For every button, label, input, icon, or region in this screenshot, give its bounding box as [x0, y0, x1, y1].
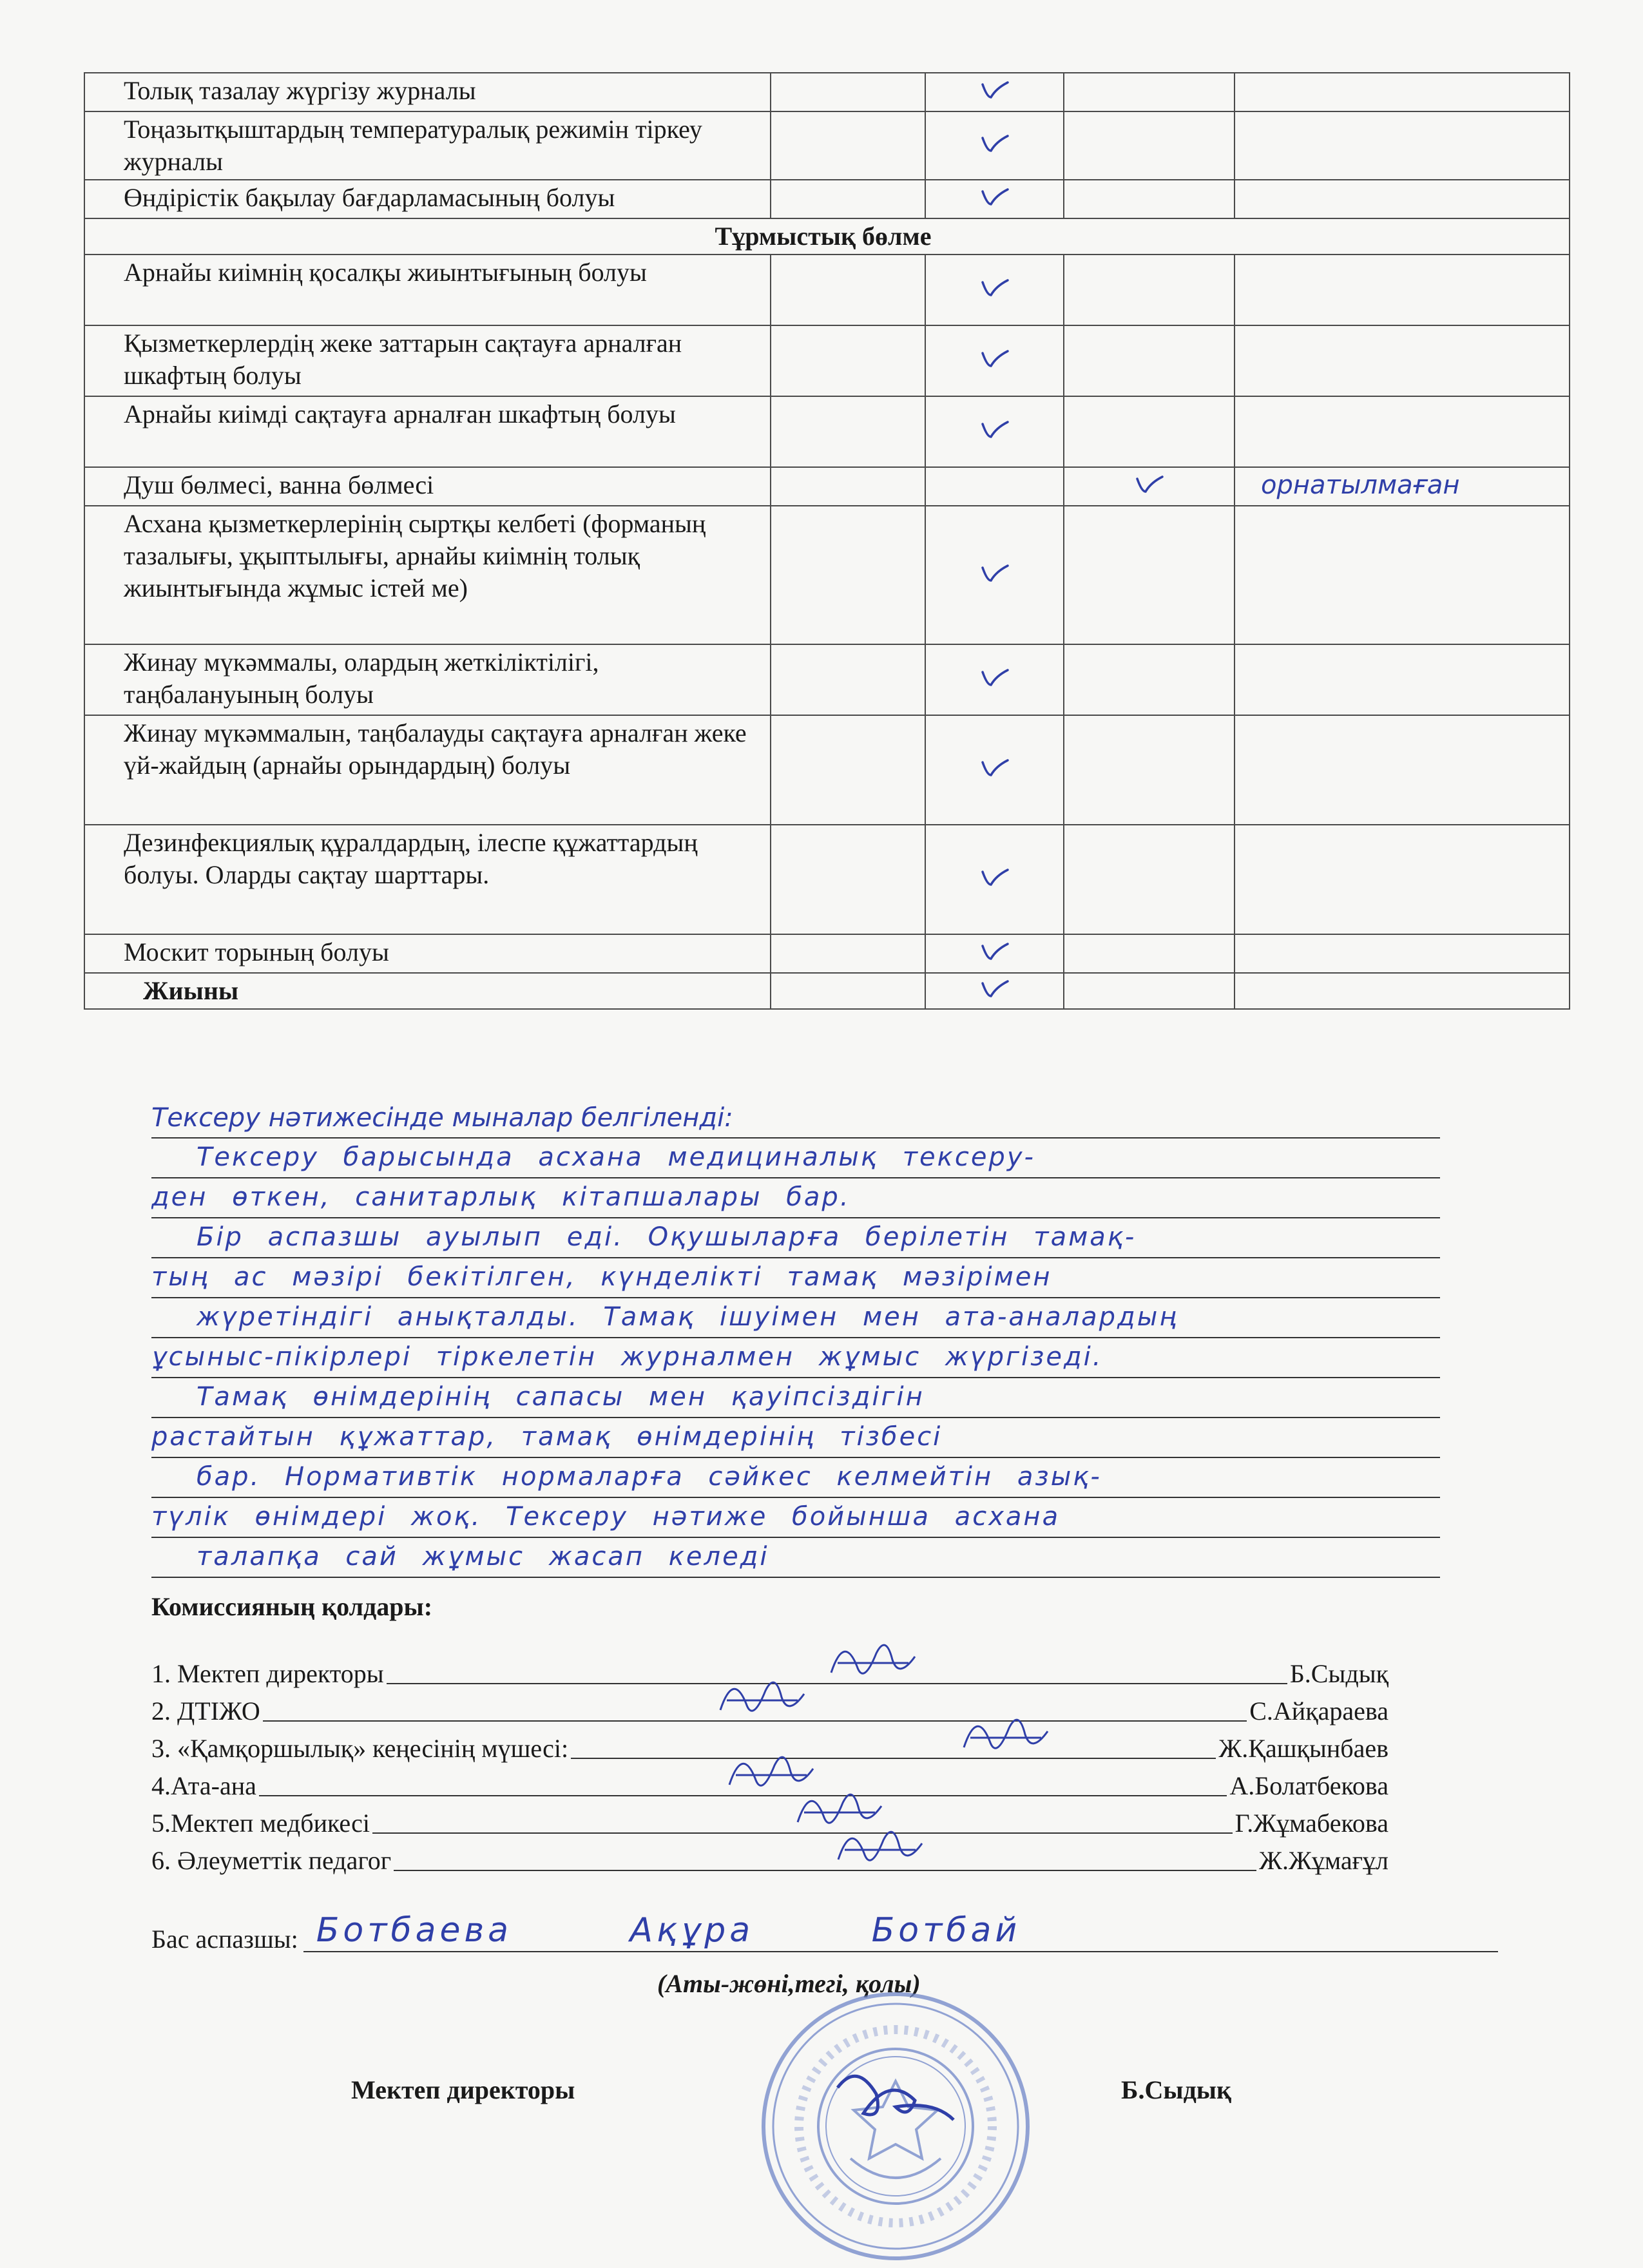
- checklist-cell: [1235, 73, 1570, 111]
- school-seal-stamp: [754, 1984, 1037, 2268]
- checklist-cell: [771, 325, 925, 396]
- check-mark-icon: [981, 134, 1009, 153]
- checklist-cell: [771, 934, 925, 973]
- checklist-cell: [1064, 644, 1235, 715]
- signature-line: [263, 1720, 1247, 1722]
- handwritten-finding-line: бар. Нормативтік нормаларға сәйкес келмейтін азық-: [151, 1458, 1440, 1498]
- section-header-row: [84, 218, 1570, 255]
- checklist-cell: [1235, 506, 1570, 644]
- checklist-cell: [771, 506, 925, 644]
- check-mark-icon: [981, 668, 1009, 687]
- checklist-item-label: Қызметкерлердің жеке заттарын сақтауға арналған шкафтың болуы: [84, 325, 771, 396]
- signature-line: [387, 1683, 1287, 1684]
- checklist-item-label: Москит торының болуы: [84, 934, 771, 973]
- total-row: [84, 973, 1570, 1009]
- checklist-row: [84, 467, 1570, 506]
- checklist-cell: [925, 255, 1064, 325]
- handwritten-finding-line: Бір аспазшы ауылып еді. Оқушыларға берілетін тамақ-: [151, 1218, 1440, 1258]
- head-chef-label: Бас аспазшы:: [151, 1925, 298, 1954]
- checklist-cell: [925, 715, 1064, 825]
- signature-icon: [825, 1634, 921, 1686]
- handwritten-note: орнатылмаған: [1235, 467, 1570, 506]
- handwritten-finding-line: жүретіндігі анықталды. Тамақ ішуімен мен ата-аналардың: [151, 1298, 1440, 1338]
- checklist-item-label: Асхана қызметкерлерінің сыртқы келбеті (форманың тазалығы, ұқыптылығы, арнайы киімнің толық жиынтығында жұмыс істей ме): [84, 506, 771, 644]
- checklist-item-label: Өндірістік бақылау бағдарламасының болуы: [84, 180, 771, 218]
- check-mark-icon: [981, 187, 1009, 207]
- checklist-cell: [771, 111, 925, 180]
- checklist-cell: [1064, 73, 1235, 111]
- total-label: Жиыны: [84, 973, 771, 1009]
- checklist-cell: [1064, 111, 1235, 180]
- checklist-cell: [1235, 396, 1570, 467]
- checklist-row: [84, 644, 1570, 715]
- signature-icon: [714, 1671, 811, 1723]
- checklist-cell: [1235, 644, 1570, 715]
- checklist-cell: [771, 396, 925, 467]
- checklist-cell: [925, 111, 1064, 180]
- commission-member-row: [151, 1768, 1388, 1804]
- head-chef-handwriting: Ботбаева Ақұра Ботбай: [316, 1911, 1021, 1950]
- handwritten-finding-line: растайтын құжаттар, тамақ өнімдерінің тізбесі: [151, 1418, 1440, 1458]
- handwritten-finding-line: Тексеру барысында асхана медициналық тексеру-: [151, 1139, 1440, 1178]
- checklist-cell: [1235, 111, 1570, 180]
- checklist-cell: [771, 715, 925, 825]
- footer-director-label: Мектеп директоры: [351, 2075, 575, 2104]
- signature-line: [372, 1832, 1233, 1834]
- checklist-cell: [771, 467, 925, 506]
- checklist-row: [84, 73, 1570, 111]
- checklist-row: [84, 715, 1570, 825]
- checklist-cell: [1064, 825, 1235, 934]
- signature-icon: [832, 1821, 928, 1872]
- checklist-cell: [1064, 934, 1235, 973]
- checklist-cell: [925, 644, 1064, 715]
- checklist-table: [84, 72, 1570, 1010]
- check-mark-icon: [981, 758, 1009, 778]
- check-mark-icon: [981, 564, 1009, 583]
- checklist-cell: [1064, 180, 1235, 218]
- section-title: Тұрмыстық бөлме: [84, 218, 1570, 255]
- checklist-item-label: Арнайы киімді сақтауға арналған шкафтың болуы: [84, 396, 771, 467]
- checklist-cell: [771, 644, 925, 715]
- commission-member-row: [151, 1843, 1388, 1879]
- commission-member-row: [151, 1693, 1388, 1729]
- checklist-cell: [925, 506, 1064, 644]
- checklist-cell: [925, 396, 1064, 467]
- member-name: Г.Жұмабекова: [1235, 1809, 1388, 1838]
- findings-block: [151, 1099, 1440, 1578]
- member-name: С.Айқараева: [1249, 1696, 1388, 1725]
- checklist-cell: [771, 73, 925, 111]
- signature-line: [394, 1870, 1256, 1871]
- check-mark-icon: [1135, 475, 1164, 494]
- member-name: Ж.Жұмағұл: [1259, 1846, 1388, 1875]
- member-role: 1. Мектеп директоры: [151, 1659, 384, 1688]
- handwritten-finding-line: ұсыныс-пікірлері тіркелетін журналмен жұмыс жүргізеді.: [151, 1338, 1440, 1378]
- member-role: 5.Мектеп медбикесі: [151, 1809, 370, 1838]
- checklist-cell: [1235, 934, 1570, 973]
- checklist-cell: [1235, 973, 1570, 1009]
- checklist-cell: [1064, 325, 1235, 396]
- findings-label: Тексеру нәтижесінде мыналар белгіленді:: [151, 1099, 737, 1137]
- check-mark-icon: [981, 942, 1009, 961]
- checklist-cell: [1064, 506, 1235, 644]
- checklist-item-label: Толық тазалау жүргізу журналы: [84, 73, 771, 111]
- footer-director-name: Б.Сыдық: [1121, 2075, 1232, 2104]
- member-role: 4.Ата-ана: [151, 1771, 256, 1800]
- checklist-cell: [925, 825, 1064, 934]
- member-name: Б.Сыдық: [1289, 1659, 1388, 1688]
- checklist-cell: [771, 825, 925, 934]
- commission-member-row: [151, 1805, 1388, 1841]
- checklist-cell: [925, 934, 1064, 973]
- handwritten-finding-line: Тамақ өнімдерінің сапасы мен қауіпсіздігін: [151, 1378, 1440, 1418]
- checklist-row: [84, 325, 1570, 396]
- checklist-item-label: Жинау мүкәммалы, олардың жеткіліктілігі, таңбалануының болуы: [84, 644, 771, 715]
- checklist-cell: [1064, 973, 1235, 1009]
- checklist-cell: [771, 973, 925, 1009]
- check-mark-icon: [981, 420, 1009, 439]
- checklist-row: [84, 111, 1570, 180]
- checklist-cell: [1235, 825, 1570, 934]
- checklist-cell: [771, 255, 925, 325]
- checklist-item-label: Дезинфекциялық құралдардың, ілеспе құжаттардың болуы. Оларды сақтау шарттары.: [84, 825, 771, 934]
- member-name: А.Болатбекова: [1229, 1771, 1388, 1800]
- check-mark-icon: [981, 81, 1009, 100]
- checklist-row: [84, 934, 1570, 973]
- checklist-row: [84, 396, 1570, 467]
- checklist-row: [84, 255, 1570, 325]
- checklist-item-label: Тоңазытқыштардың температуралық режимін тіркеу журналы: [84, 111, 771, 180]
- checklist-cell: [1235, 715, 1570, 825]
- signature-icon: [957, 1709, 1054, 1760]
- checklist-cell: [925, 73, 1064, 111]
- checklist-cell: [1064, 715, 1235, 825]
- checklist-row: [84, 506, 1570, 644]
- head-chef-line: [303, 1911, 1498, 1952]
- head-chef-row: [151, 1911, 1498, 1959]
- checklist-cell: [1235, 325, 1570, 396]
- member-role: 3. «Қамқоршылық» кеңесінің мүшесі:: [151, 1734, 569, 1763]
- check-mark-icon: [981, 278, 1009, 298]
- check-mark-icon: [981, 349, 1009, 369]
- signature-line: [571, 1758, 1216, 1759]
- checklist-cell: [925, 325, 1064, 396]
- checklist-cell: [925, 180, 1064, 218]
- handwritten-finding-line: түлік өнімдері жоқ. Тексеру нәтиже бойынша асхана: [151, 1498, 1440, 1538]
- checklist-row: [84, 180, 1570, 218]
- check-mark-icon: [981, 868, 1009, 887]
- checklist-cell: [1064, 396, 1235, 467]
- checklist-item-label: Арнайы киімнің қосалқы жиынтығының болуы: [84, 255, 771, 325]
- findings-label-line: [151, 1099, 1440, 1139]
- checklist-item-label: Душ бөлмесі, ванна бөлмесі: [84, 467, 771, 506]
- signature-line: [259, 1795, 1227, 1796]
- commission-title: Комиссияның қолдары:: [151, 1592, 433, 1621]
- member-name: Ж.Қашқынбаев: [1218, 1734, 1388, 1763]
- checklist-cell: [771, 180, 925, 218]
- handwritten-finding-line: тың ас мәзірі бекітілген, күнделікті тамақ мәзірімен: [151, 1258, 1440, 1298]
- member-role: 6. Әлеуметтік педагог: [151, 1846, 392, 1875]
- checklist-cell: [1064, 255, 1235, 325]
- checklist-item-label: Жинау мүкәммалын, таңбалауды сақтауға арналған жеке үй-жайдың (арнайы орындардың) болуы: [84, 715, 771, 825]
- member-role: 2. ДТІЖО: [151, 1696, 260, 1725]
- handwritten-finding-line: талапқа сай жұмыс жасап келеді: [151, 1538, 1440, 1578]
- checklist-cell: [1235, 180, 1570, 218]
- handwritten-finding-line: ден өткен, санитарлық кітапшалары бар.: [151, 1178, 1440, 1218]
- checklist-cell: [925, 467, 1064, 506]
- checklist-cell: [925, 973, 1064, 1009]
- check-mark-icon: [981, 979, 1009, 999]
- checklist-cell: [1235, 255, 1570, 325]
- head-chef-caption: (Аты-жөні,тегі, қолы): [657, 1969, 921, 1998]
- checklist-cell: [1064, 467, 1235, 506]
- checklist-row: [84, 825, 1570, 934]
